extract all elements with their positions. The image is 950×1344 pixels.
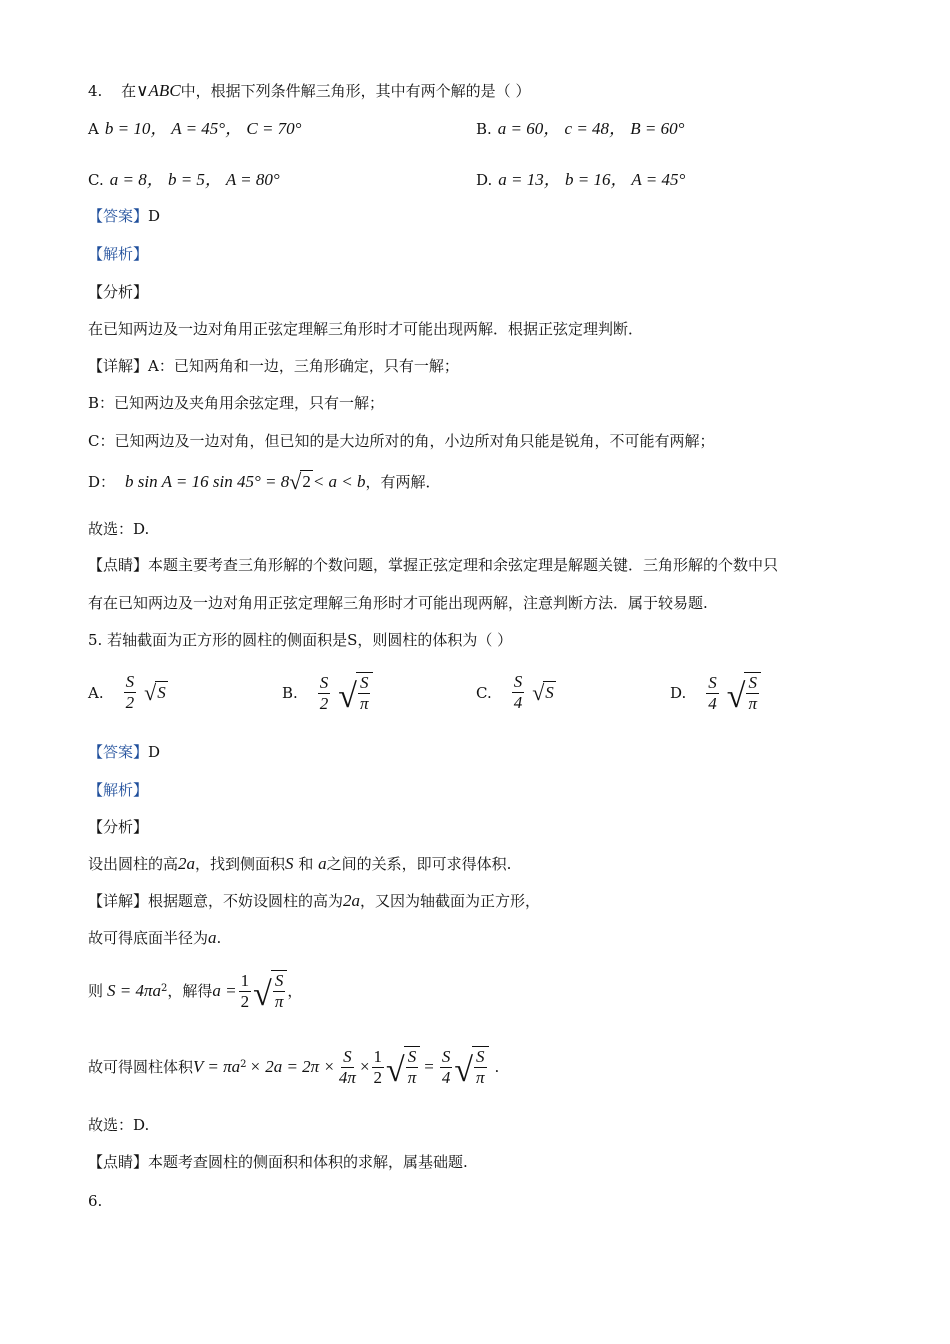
q4-detail-a-text: A：已知两角和一边，三角形确定，只有一解；	[148, 357, 459, 375]
q5-detail-3-post: ，	[287, 982, 303, 1000]
q5-detail-4-f1-den: 4π	[338, 1067, 356, 1087]
q5-fenxi-math-1: 2a	[178, 854, 196, 873]
q5-detail-4-fraction-3	[440, 1047, 453, 1088]
q5-detail-4-math-2: × 2a = 2π ×	[249, 1057, 335, 1076]
q5-dianjing-tag: 【点睛】	[88, 1153, 149, 1171]
q5-detail-3-pre: 则	[88, 982, 104, 1000]
q4-triangle: ∨ABC	[136, 81, 181, 100]
q4-stem-text: 中，根据下列条件解三角形，其中有两个解的是（ ）	[180, 82, 531, 100]
q4-option-d-label: D.	[476, 171, 493, 189]
q5-answer-tag: 【答案】	[88, 743, 149, 761]
q5-option-d-sqrt: √ $\frac{S}{\pi}$	[727, 672, 761, 714]
q5-option-c-sqrt: √ S	[532, 680, 554, 705]
q4-detail-d	[88, 470, 441, 493]
q5-detail-4-fraction-1	[337, 1047, 358, 1088]
q5-option-d-den: 4	[708, 693, 717, 713]
q5-detail-4-root1-den: π	[407, 1068, 417, 1087]
q5-detail-3-root-num: S	[274, 971, 284, 990]
q5-fenxi-text	[88, 853, 511, 875]
q5-option-a-root: S	[157, 683, 166, 702]
q5-guxuan: 故选：D.	[88, 1116, 150, 1134]
q5-option-d-fraction	[706, 673, 719, 714]
q4-option-b	[476, 118, 684, 140]
q5-detail-4-f3-num: S	[441, 1046, 451, 1066]
q4-option-c	[88, 169, 280, 191]
q5-option-a-fraction	[124, 672, 137, 713]
q5-detail-2	[88, 927, 221, 949]
q4-dianjing-2: 有在已知两边及一边对角用正弦定理解三角形时才可能出现两解，注意判断方法．属于较易题.	[88, 594, 708, 612]
q5-fenxi-pre: 设出圆柱的高	[88, 855, 179, 873]
q5-option-d-label: D.	[670, 684, 687, 702]
q4-fenxi-tag: 【分析】	[88, 283, 149, 301]
q5-fenxi-post: 之间的关系，即可求得体积.	[326, 855, 512, 873]
q4-detail-a	[88, 355, 459, 377]
q5-option-a-den: 2	[125, 693, 135, 712]
q4-option-a	[88, 118, 301, 140]
q5-detail-4-f2-den: 2	[373, 1067, 383, 1087]
q5-detail-4-post: .	[494, 1058, 500, 1076]
q5-detail-4-pre: 故可得圆柱体积	[88, 1058, 194, 1076]
q5-option-b-root-num: S	[359, 673, 369, 692]
q4-option-b-label: B.	[476, 120, 492, 138]
q5-detail-1	[88, 890, 540, 912]
q5-option-b-den: 2	[319, 693, 329, 713]
q4-answer-value: D	[148, 207, 161, 225]
q4-jiexi-tag: 【解析】	[88, 245, 149, 263]
q4-detail-b: B：已知两边及夹角用余弦定理，只有一解；	[88, 394, 385, 412]
q4-guxuan: 故选：D.	[88, 520, 150, 538]
q5-detail-3-sup: 2	[161, 983, 168, 994]
q5-detail-4-math-1: V = πa	[193, 1057, 241, 1076]
q5-option-a-num: S	[125, 672, 135, 691]
q6-stem: 6.	[88, 1192, 103, 1210]
q5-detail-1-post: ，又因为轴截面为正方形，	[360, 892, 541, 910]
q5-fenxi-math-2: S	[285, 854, 294, 873]
q5-detail-3	[88, 970, 302, 1012]
q5-answer	[88, 741, 160, 763]
q4-option-a-label: A	[88, 120, 99, 138]
q5-option-a	[88, 672, 168, 713]
q5-option-b-root-den: π	[359, 694, 369, 713]
q5-detail-4-fraction-2	[372, 1047, 385, 1088]
q4-dianjing-text-1: 本题主要考查三角形解的个数问题，掌握正弦定理和余弦定理是解题关键．三角形解的个数中只	[148, 556, 779, 574]
q4-dianjing-1	[88, 554, 778, 576]
q5-detail-3-mid: ，解得	[167, 982, 213, 1000]
q5-detail-3-fraction	[239, 971, 252, 1012]
q4-option-d	[476, 169, 685, 191]
q5-option-d	[670, 672, 761, 714]
q5-option-a-label: A.	[88, 683, 104, 702]
q4-answer	[88, 205, 160, 227]
q5-detail-3-frac-num: 1	[240, 970, 250, 990]
q5-detail-3-frac-den: 2	[240, 991, 250, 1011]
q5-option-b-sqrt: √ $\frac{S}{\pi}$	[338, 672, 372, 714]
q4-option-b-text: a = 60， c = 48， B = 60°	[497, 119, 685, 138]
q5-detail-1-math: 2a	[343, 891, 361, 910]
q5-detail-3-root-den: π	[274, 992, 284, 1011]
q5-detail-4-f3-den: 4	[441, 1067, 451, 1087]
q4-detail-d-post: ，有两解．	[365, 472, 441, 491]
q5-detail-4-eq: =	[424, 1057, 434, 1076]
q5-detail-4-f2-num: 1	[373, 1046, 383, 1066]
q4-dianjing-tag: 【点睛】	[88, 556, 149, 574]
q5-detail-tag: 【详解】	[88, 892, 149, 910]
q5-detail-4-root2-den: π	[476, 1068, 485, 1087]
q5-answer-value: D	[148, 743, 161, 761]
q4-detail-d-root: 2	[302, 472, 311, 491]
q4-option-c-text: a = 8， b = 5， A = 80°	[109, 170, 280, 189]
q4-option-a-text: b = 10， A = 45°， C = 70°	[104, 119, 302, 138]
q5-detail-4-times: ×	[359, 1057, 370, 1076]
q5-detail-2-pre: 故可得底面半径为	[88, 929, 209, 947]
q4-stem	[88, 80, 530, 102]
q5-dianjing-text: 本题考查圆柱的侧面积和体积的求解，属基础题.	[148, 1153, 468, 1171]
q5-option-d-root-num: S	[748, 673, 757, 692]
q5-fenxi-mid: ，找到侧面积	[195, 855, 286, 873]
q5-fenxi-and: 和	[298, 855, 314, 873]
q5-option-c-label: C.	[476, 683, 492, 702]
q4-fenxi-text: 在已知两边及一边对角用正弦定理解三角形时才可能出现两解．根据正弦定理判断．	[88, 320, 644, 338]
q5-detail-3-math: S = 4πa	[107, 981, 162, 1000]
q5-option-c-den: 4	[513, 693, 523, 712]
q5-detail-4-sup: 2	[240, 1059, 247, 1070]
q5-fenxi-tag: 【分析】	[88, 818, 149, 836]
q4-option-d-text: a = 13， b = 16， A = 45°	[498, 170, 686, 189]
q5-option-b-label: B.	[282, 684, 298, 702]
q4-detail-d-math-b: < a < b	[312, 471, 366, 491]
q4-detail-d-pre: D：	[88, 472, 116, 491]
q4-answer-tag: 【答案】	[88, 207, 149, 225]
q5-option-b-fraction	[318, 673, 331, 714]
q4-detail-c: C：已知两边及一边对角，但已知的是大边所对的角，小边所对角只能是锐角，不可能有两解；	[88, 432, 715, 450]
q5-option-c-fraction	[512, 672, 525, 713]
q5-option-c-root: S	[545, 683, 554, 702]
q5-option-b-num: S	[319, 672, 329, 692]
q5-detail-3-sqrt: √ $\frac{S}{\pi}$	[253, 970, 287, 1012]
q5-stem: 5. 若轴截面为正方形的圆柱的侧面积是S，则圆柱的体积为（ ）	[88, 631, 513, 649]
q5-option-a-sqrt: √ S	[144, 680, 166, 705]
q5-detail-4-f1-num: S	[343, 1046, 352, 1066]
q5-option-c	[476, 672, 556, 713]
q5-detail-3-math-2: a =	[212, 981, 237, 1000]
q4-number: 4.	[88, 82, 103, 100]
q5-detail-4-sqrt-2: √ $\frac{S}{\pi}$	[454, 1046, 488, 1088]
q4-detail-d-math-a: b sin A = 16 sin 45° = 8	[125, 471, 290, 491]
q5-detail-2-math: a	[208, 928, 217, 947]
q5-jiexi-tag: 【解析】	[88, 781, 149, 799]
q5-detail-4-sqrt-1: √ $\frac{S}{\pi}$	[386, 1046, 420, 1088]
q5-detail-4	[88, 1046, 499, 1088]
q5-dianjing	[88, 1151, 468, 1173]
q5-detail-4-root1-num: S	[407, 1047, 417, 1066]
q5-detail-1-pre: 根据题意，不妨设圆柱的高为	[148, 892, 344, 910]
q5-option-b	[282, 672, 373, 714]
q4-stem-pre: 在	[121, 82, 137, 100]
q5-option-d-root-den: π	[748, 694, 757, 713]
q4-option-c-label: C.	[88, 171, 104, 189]
q5-detail-4-root2-num: S	[476, 1047, 485, 1066]
q5-option-c-num: S	[513, 672, 523, 691]
q5-option-d-num: S	[708, 672, 717, 692]
q5-fenxi-math-3: a	[318, 854, 327, 873]
q4-detail-tag: 【详解】	[88, 357, 149, 375]
q4-detail-d-sqrt: √ 2	[289, 469, 311, 494]
q5-detail-2-post: .	[216, 929, 222, 947]
